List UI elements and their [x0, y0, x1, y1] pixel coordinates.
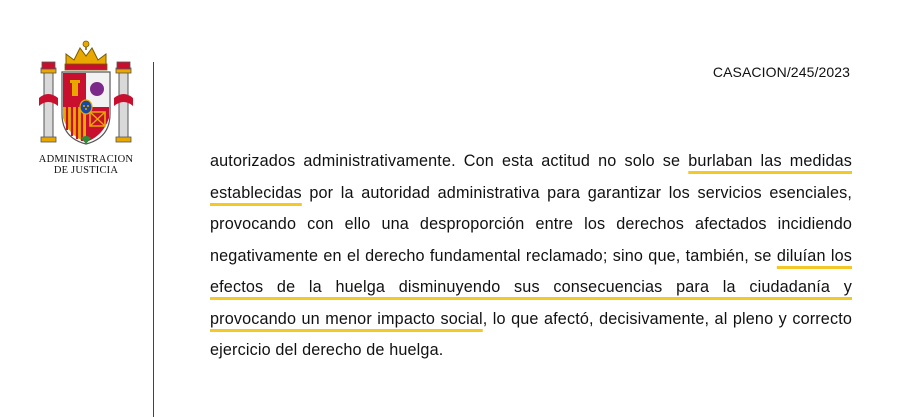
logo-caption	[28, 154, 144, 176]
logo-caption-line2: DE JUSTICIA	[53, 165, 119, 176]
highlight-2: diluían los efectos de la huelga disminuyendo sus consecuencias para la ciudadanía y provocando un menor impacto social	[210, 246, 852, 328]
case-number: CASACION/245/2023	[712, 64, 850, 80]
logo-caption-line1: ADMINISTRACION	[38, 154, 134, 165]
body-paragraph	[210, 146, 852, 367]
text-segment-2: por la autoridad administrativa para garantizar los servicios esenciales, provocando con ello una desproporción entre los derechos afectados incidiendo negativamente en el derecho fundamental reclamado; sino que, también, se	[210, 183, 852, 265]
margin-rule	[153, 62, 154, 417]
text-segment-1: autorizados administrativamente. Con esta actitud no solo se	[210, 152, 689, 170]
text-segment-3: , lo que afectó, decisivamente, al pleno y correcto ejercicio del derecho de huelga.	[210, 309, 852, 359]
logo-block	[28, 38, 144, 176]
spain-coat-of-arms-icon	[36, 38, 136, 150]
highlight-1: burlaban las medidas establecidas	[210, 152, 852, 202]
